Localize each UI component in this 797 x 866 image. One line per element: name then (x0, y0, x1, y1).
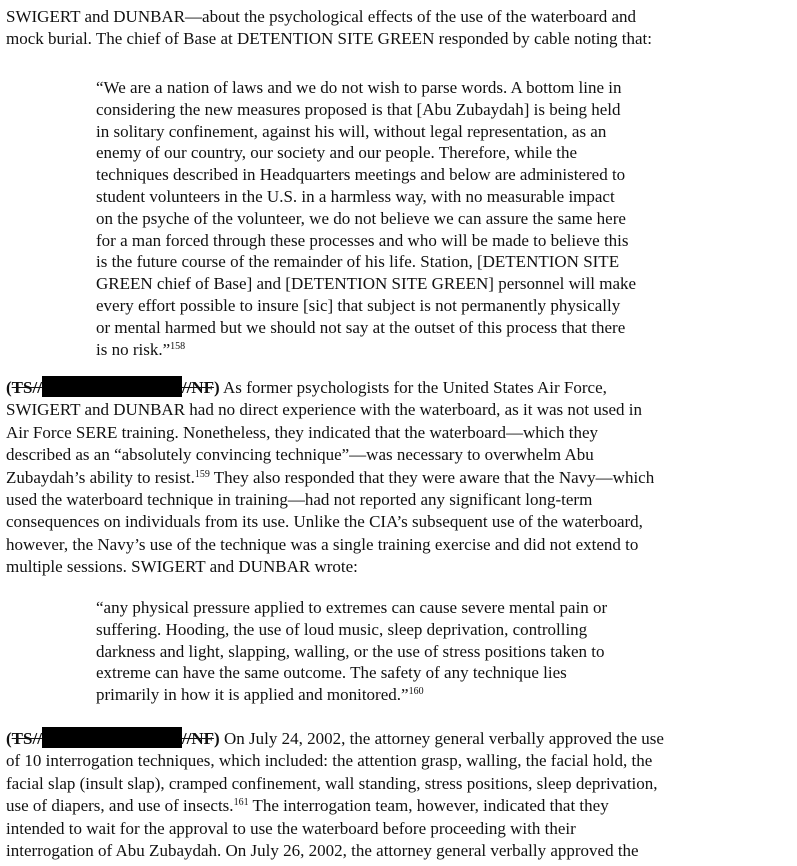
text-line: mock burial. The chief of Base at DETENTION SITE GREEN responded by cable noting that: (6, 29, 652, 49)
footnote-ref-160: 160 (408, 686, 424, 698)
text-line: of 10 interrogation techniques, which included: the attention grasp, walling, the facial hold, the (6, 751, 653, 771)
text-line: described as an “absolutely convincing technique”—was necessary to overwhelm Abu (6, 445, 594, 465)
text-line: multiple sessions. SWIGERT and DUNBAR wrote: (6, 557, 358, 577)
text-line: however, the Navy’s use of the technique was a single training exercise and did not extend to (6, 534, 639, 554)
quote-line: darkness and light, slapping, walling, or the use of stress positions taken to (96, 641, 605, 661)
text-line: intended to wait for the approval to use the waterboard before proceeding with their (6, 818, 576, 838)
text-line: consequences on individuals from its use. Unlike the CIA’s subsequent use of the waterboard, (6, 512, 643, 532)
quote-line: on the psyche of the volunteer, we do not believe we can assure the same here (96, 208, 626, 228)
quote-line: techniques described in Headquarters meetings and below are administered to (96, 165, 626, 185)
block-quote-swigert-dunbar (96, 597, 776, 706)
text-line: used the waterboard technique in training—had not reported any significant long-term (6, 490, 593, 510)
classification-marking-start: TS// (11, 729, 42, 748)
quote-line: considering the new measures proposed is that [Abu Zubaydah] is being held (96, 99, 621, 119)
text-line-classified (6, 376, 792, 399)
quote-line-last (96, 339, 776, 361)
text-run: They also responded that they were aware that the Navy—which (209, 467, 655, 487)
classification-marking-start: TS// (11, 378, 42, 397)
classification-marking-end: //NF (181, 378, 215, 397)
quote-line: extreme can have the same outcome. The safety of any technique lies (96, 663, 567, 683)
classification-open-paren: ( (6, 378, 12, 397)
quote-line: enemy of our country, our society and our people. Therefore, while the (96, 143, 578, 163)
quote-line: is the future course of the remainder of his life. Station, [DETENTION SITE (96, 252, 620, 272)
quote-line-last (96, 684, 776, 706)
text-run: On July 24, 2002, the attorney general verbally approved the use (219, 729, 664, 748)
quote-line: for a man forced through these processes and who will be made to believe this (96, 230, 629, 250)
quote-line: or mental harmed but we should not say at the outset of this process that there (96, 317, 626, 337)
quote-line: suffering. Hooding, the use of loud music, sleep deprivation, controlling (96, 619, 588, 639)
classification-open-paren: ( (6, 729, 12, 748)
text-line: Air Force SERE training. Nonetheless, they indicated that the waterboard—which they (6, 422, 599, 442)
text-run: The interrogation team, however, indicated that they (248, 796, 609, 816)
text-line (6, 795, 792, 817)
text-line: interrogation of Abu Zubaydah. On July 26, 2002, the attorney general verbally approved the (6, 841, 639, 861)
quote-line: GREEN chief of Base] and [DETENTION SITE GREEN] personnel will make (96, 274, 637, 294)
classification-close-paren: ) (214, 378, 220, 397)
block-quote-chief-of-base (96, 77, 776, 360)
footnote-ref-158: 158 (170, 340, 186, 352)
paragraph-psychologists (6, 376, 792, 579)
text-line: SWIGERT and DUNBAR had no direct experience with the waterboard, as it was not used in (6, 400, 643, 420)
footnote-ref-161: 161 (233, 797, 249, 809)
quote-text: primarily in how it is applied and monitored.” (96, 685, 409, 705)
redaction-bar (42, 727, 182, 748)
text-line: SWIGERT and DUNBAR—about the psychological effects of the use of the waterboard and (6, 7, 637, 26)
quote-line: “We are a nation of laws and we do not wish to parse words. A bottom line in (96, 78, 622, 97)
text-line (6, 467, 792, 489)
text-line-classified (6, 727, 792, 750)
classification-marking-end: //NF (181, 729, 215, 748)
text-line: facial slap (insult slap), cramped confinement, wall standing, stress positions, sleep deprivation, (6, 773, 658, 793)
quote-line: in solitary confinement, against his will, without legal representation, as an (96, 121, 607, 141)
quote-line: every effort possible to insure [sic] that subject is not permanently physically (96, 295, 621, 315)
text-run: As former psychologists for the United States Air Force, (219, 378, 607, 397)
footnote-ref-159: 159 (194, 468, 210, 480)
paragraph-attorney-general (6, 727, 792, 862)
quote-line: “any physical pressure applied to extremes can cause severe mental pain or (96, 598, 608, 617)
classification-close-paren: ) (214, 729, 220, 748)
quote-line: student volunteers in the U.S. in a harmless way, with no measurable impact (96, 186, 615, 206)
redaction-bar (42, 376, 182, 397)
text-run: Zubaydah’s ability to resist. (6, 467, 195, 487)
paragraph-intro (6, 6, 792, 51)
quote-text: is no risk.” (96, 339, 171, 359)
text-run: use of diapers, and use of insects. (6, 796, 234, 816)
